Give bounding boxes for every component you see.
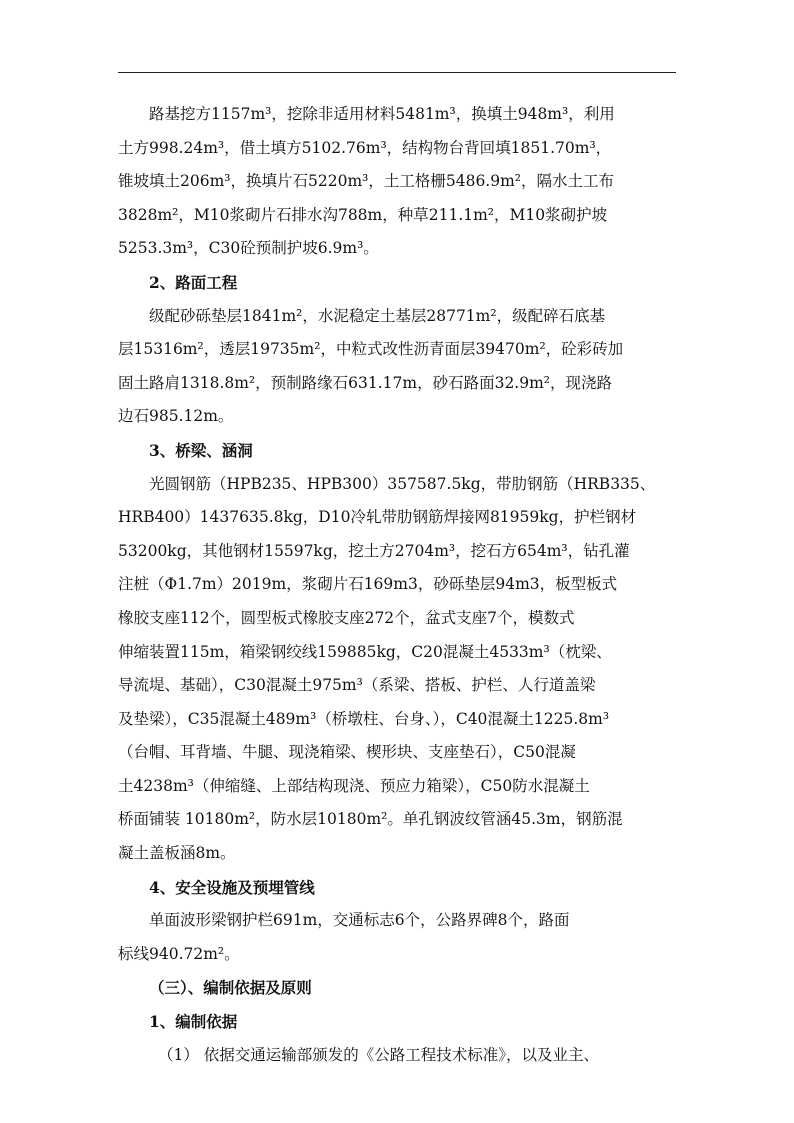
header-rule	[118, 72, 676, 73]
section-heading: 2、路面工程	[149, 272, 238, 292]
section-heading: 1、编制依据	[149, 1012, 238, 1032]
text-line: 固土路肩1318.8m²，预制路缘石631.17m，砂石路面32.9m²，现浇路	[118, 373, 613, 392]
text-line: 光圆钢筋（HPB235、HPB300）357587.5kg，带肋钢筋（HRB335、	[149, 474, 656, 493]
text-line: 53200kg，其他钢材15597kg，挖土方2704m³，挖石方654m³，钻孔灌	[118, 541, 630, 560]
text-line: 级配砂砾垫层1841m²，水泥稳定土基层28771m²，级配碎石底基	[149, 306, 606, 325]
text-line: 土4238m³（伸缩缝、上部结构现浇、预应力箱梁），C50防水混凝土	[118, 776, 590, 795]
section-heading: （三）、编制依据及原则	[149, 978, 312, 998]
text-line: 层15316m²，透层19735m²，中粒式改性沥青面层39470m²，砼彩砖加	[118, 340, 624, 359]
text-line: 桥面铺装 10180m²，防水层10180m²。单孔钢波纹管涵45.3m，钢筋混	[118, 810, 623, 829]
section-heading: 3、桥梁、涵洞	[149, 440, 253, 460]
text-line: 5253.3m³，C30砼预制护坡6.9m³。	[118, 239, 379, 258]
document-body	[118, 98, 678, 1072]
text-line: HRB400）1437635.8kg，D10冷轧带肋钢筋焊接网81959kg，护栏钢材	[118, 508, 637, 527]
text-line: 标线940.72m²。	[118, 944, 240, 963]
text-line: 锥坡填土206m³，换填片石5220m³，土工格栅5486.9m²，隔水土工布	[118, 172, 615, 191]
section-heading: 4、安全设施及预埋管线	[149, 877, 315, 897]
text-line: 边石985.12m。	[118, 407, 234, 426]
text-line: （1） 依据交通运输部颁发的《公路工程技术标准》，以及业主、	[158, 1045, 600, 1064]
text-line: 伸缩装置115m，箱梁钢绞线159885kg，C20混凝土4533m³（枕梁、	[118, 642, 612, 661]
text-line: 路基挖方1157m³，挖除非适用材料5481m³，换填土948m³，利用	[149, 105, 615, 123]
text-line: 土方998.24m³，借土填方5102.76m³，结构物台背回填1851.70m³，	[118, 138, 612, 157]
text-line: 注桩（Φ1.7m）2019m，浆砌片石169m3，砂砾垫层94m3，板型板式	[118, 575, 618, 594]
text-line: 单面波形梁钢护栏691m，交通标志6个，公路界碑8个，路面	[149, 911, 570, 930]
text-line: 凝土盖板涵8m。	[118, 844, 236, 863]
text-line: 橡胶支座112个，圆型板式橡胶支座272个，盆式支座7个，模数式	[118, 608, 575, 627]
text-line: 及垫梁），C35混凝土489m³（桥墩柱、台身、），C40混凝土1225.8m³	[118, 709, 610, 728]
text-line: 3828m²，M10浆砌片石排水沟788m，种草211.1m²，M10浆砌护坡	[118, 205, 608, 224]
text-line: 导流堤、基础），C30混凝土975m³（系梁、搭板、护栏、人行道盖梁	[118, 676, 596, 695]
text-line: （台帽、耳背墙、牛腿、现浇箱梁、楔形块、支座垫石），C50混凝	[118, 743, 576, 762]
